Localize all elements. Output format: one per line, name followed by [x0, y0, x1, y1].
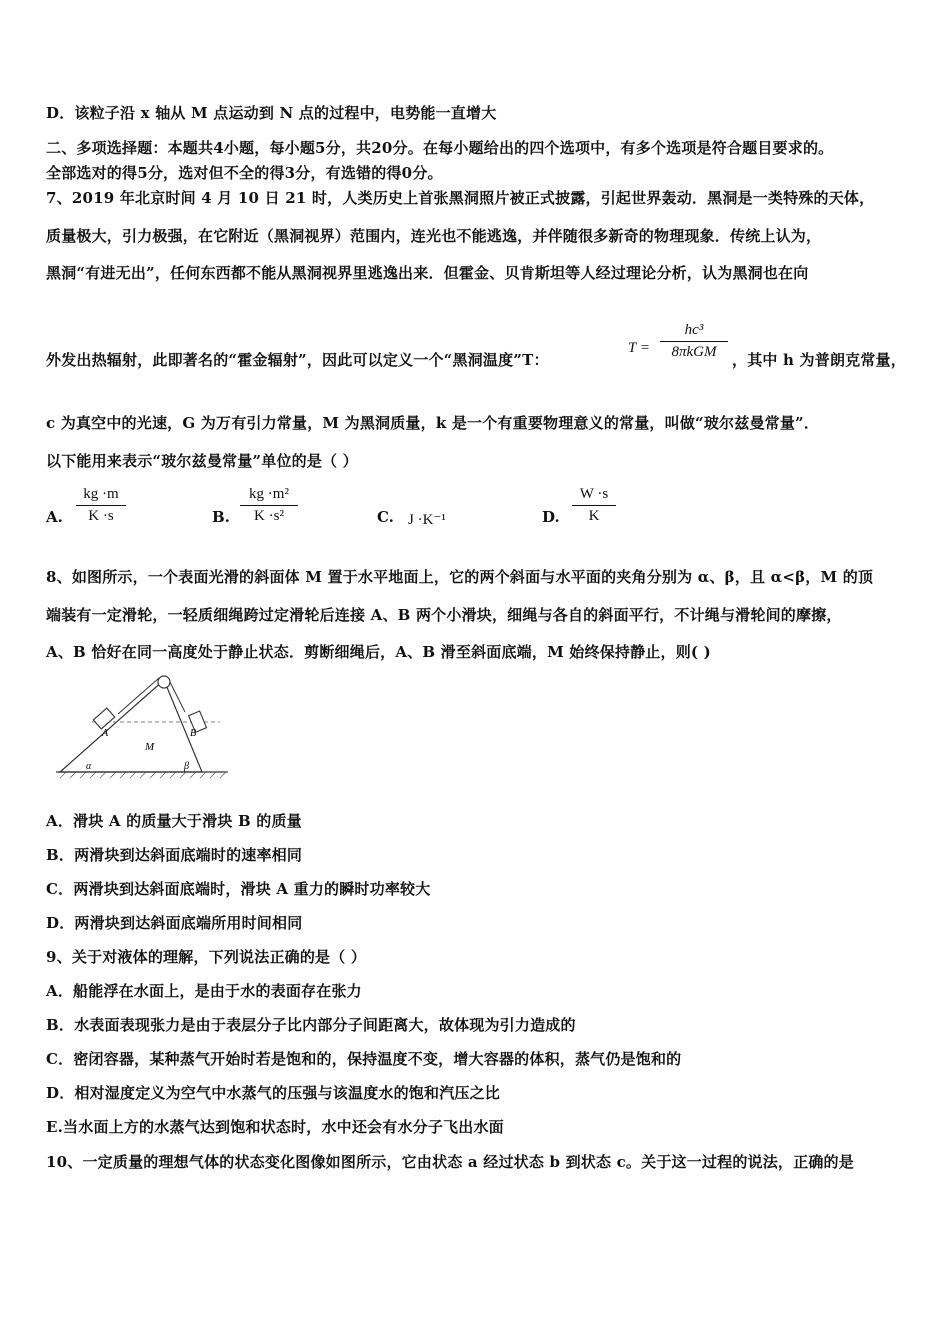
label-a: A: [102, 728, 109, 739]
q7-stem-question: 以下能用来表示“玻尔兹曼常量”单位的是（ ）: [46, 452, 358, 470]
ground-hatching: [60, 772, 226, 778]
option-a-numerator: kg ·m: [83, 486, 119, 502]
formula-numerator: hc³: [684, 322, 704, 338]
fraction-bar: [240, 505, 298, 506]
q8-text-3: A、B 恰好在同一高度处于静止状态．剪断细绳后，A、B 滑至斜面底端，M 始终保持静止，则( ): [46, 643, 711, 661]
q8-text-1: 8、如图所示，一个表面光滑的斜面体 M 置于水平地面上，它的两个斜面与水平面的夹角分别为 α、β，且 α<β，M 的顶: [46, 568, 874, 586]
q8-option-d: D．两滑块到达斜面底端所用时间相同: [46, 914, 303, 932]
rope-left: [118, 678, 159, 714]
option-b-numerator: kg ·m²: [249, 486, 289, 502]
hawking-formula-lhs: T =: [628, 340, 650, 356]
section-scoring: 全部选对的得5分，选对但不全的得3分，有选错的得0分。: [46, 164, 443, 182]
q10-stem: 10、一定质量的理想气体的状态变化图像如图所示，它由状态 a 经过状态 b 到状态 c。关于这一过程的说法，正确的是: [46, 1153, 854, 1171]
section-heading: 二、多项选择题：本题共4小题，每小题5分，共20分。在每小题给出的四个选项中，有多个选项是符合题目要求的。: [46, 139, 834, 157]
q7-text-1: 7、2019 年北京时间 4 月 10 日 21 时，人类历史上首张黑洞照片被正式披露，引起世界轰动．黑洞是一类特殊的天体，: [46, 189, 875, 207]
fraction-bar: [660, 341, 728, 342]
q7-option-c-unit: J ·K⁻¹: [408, 512, 446, 528]
q7-option-a-letter: A.: [46, 508, 63, 526]
option-a-denominator: K ·s: [88, 508, 114, 524]
q7-text-4b: ，其中 h 为普朗克常量，: [732, 351, 906, 369]
q7-option-a-unit: [76, 486, 126, 525]
incline-diagram: [52, 670, 232, 780]
q9-stem: 9、关于对液体的理解，下列说法正确的是（ ）: [46, 948, 367, 966]
q7-text-2: 质量极大，引力极强，在它附近（黑洞视界）范围内，连光也不能逃逸，并伴随很多新奇的物理现象．传统上认为，: [46, 227, 822, 245]
q9-option-c: C．密闭容器，某种蒸气开始时若是饱和的，保持温度不变，增大容器的体积，蒸气仍是饱和的: [46, 1050, 682, 1068]
option-b-denominator: K ·s²: [254, 508, 284, 524]
pulley-icon: [158, 676, 170, 688]
fraction-bar: [76, 505, 126, 506]
q9-option-b: B．水表面表现张力是由于表层分子比内部分子间距离大，故体现为引力造成的: [46, 1016, 576, 1034]
rope-right: [170, 682, 185, 712]
q7-option-d-unit: [572, 486, 616, 525]
incline-body: [60, 680, 202, 772]
q7-text-3: 黑洞“有进无出”，任何东西都不能从黑洞视界里逃逸出来．但霍金、贝肯斯坦等人经过理论分析，认为黑洞也在向: [46, 264, 809, 282]
label-m: M: [145, 741, 155, 753]
q9-option-e: E.当水面上方的水蒸气达到饱和状态时，水中还会有水分子飞出水面: [46, 1118, 504, 1136]
q8-option-a: A．滑块 A 的质量大于滑块 B 的质量: [46, 812, 302, 830]
q8-text-2: 端装有一定滑轮，一轻质细绳跨过定滑轮后连接 A、B 两个小滑块，细绳与各自的斜面平行，不计绳与滑轮间的摩擦，: [46, 606, 842, 624]
q7-option-b-letter: B.: [212, 508, 230, 526]
label-alpha: α: [86, 761, 92, 772]
option-d-denominator: K: [588, 508, 600, 524]
q7-option-d-letter: D.: [542, 508, 560, 526]
q7-option-c-letter: C.: [377, 508, 394, 526]
formula-denominator: 8πkGM: [671, 344, 717, 360]
q7-text-4a: 外发出热辐射，此即著名的“霍金辐射”，因此可以定义一个“黑洞温度”T：: [46, 351, 549, 369]
q9-option-d: D．相对湿度定义为空气中水蒸气的压强与该温度水的饱和汽压之比: [46, 1084, 501, 1102]
q7-option-b-unit: [240, 486, 298, 525]
option-d-numerator: W ·s: [579, 486, 609, 502]
q7-text-5: c 为真空中的光速，G 为万有引力常量，M 为黑洞质量，k 是一个有重要物理意义的常量，叫做“玻尔兹曼常量”．: [46, 414, 820, 432]
q6-option-d: D．该粒子沿 x 轴从 M 点运动到 N 点的过程中，电势能一直增大: [46, 104, 497, 122]
q8-option-b: B．两滑块到达斜面底端时的速率相同: [46, 846, 303, 864]
q8-option-c: C．两滑块到达斜面底端时，滑块 A 重力的瞬时功率较大: [46, 880, 431, 898]
fraction-bar: [572, 505, 616, 506]
label-beta: β: [184, 761, 189, 772]
hawking-formula: [660, 322, 728, 361]
q9-option-a: A．船能浮在水面上，是由于水的表面存在张力: [46, 982, 362, 1000]
label-b: B: [190, 728, 197, 739]
